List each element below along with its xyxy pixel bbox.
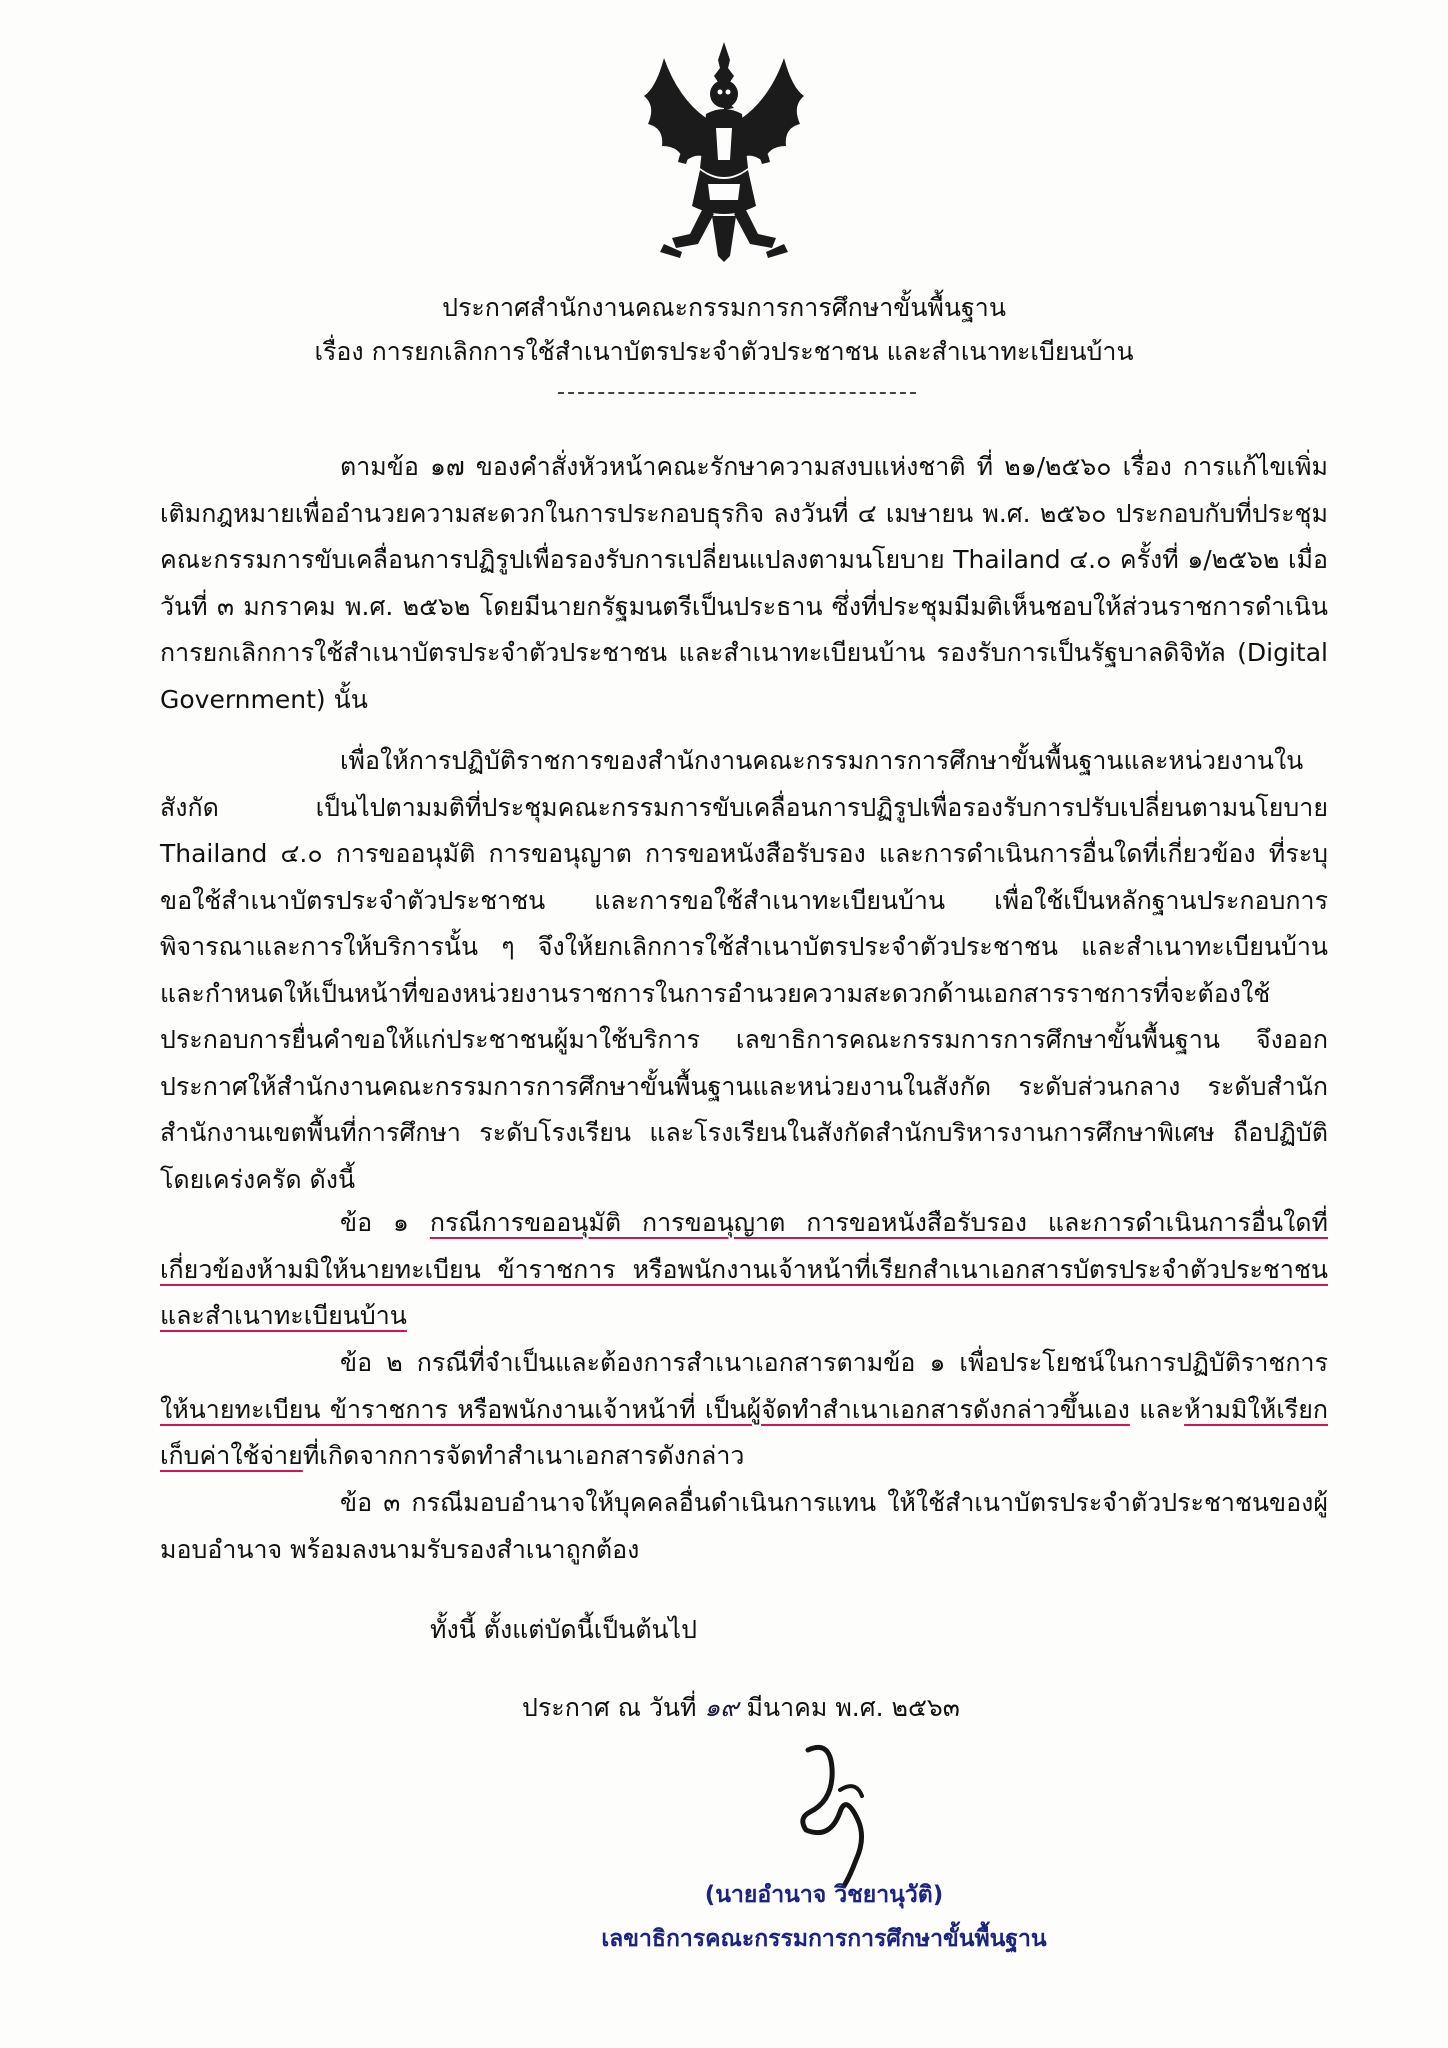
clause-3: ข้อ ๓ กรณีมอบอำนาจให้บุคคลอื่นดำเนินการแทน ให้ใช้สำเนาบัตรประจำตัวประชาชนของผู้มอบอำนาจ พร้อมลงนามรับรองสำเนาถูกต้อง (160, 1488, 1328, 1564)
paragraph-reference: ตามข้อ ๑๗ ของคำสั่งหัวหน้าคณะรักษาความสงบแห่งชาติ ที่ ๒๑/๒๕๖๐ เรื่อง การแก้ไขเพิ่มเติมกฎหมายเพื่ออำนวยความสะดวกในการประกอบธุรกิจ ลงวันที่ ๔ เมษายน พ.ศ. ๒๕๖๐ ประกอบกับที่ประชุมคณะกรรมการขับเคลื่อนการปฏิรูปเพื่อรองรับการเปลี่ยนแปลงตามนโยบาย Thailand ๔.๐ ครั้งที่ ๑/๒๕๖๒ เมื่อวันที่ ๓ มกราคม พ.ศ. ๒๕๖๒ โดยมีนายกรัฐมนตรีเป็นประธาน ซึ่งที่ประชุมมีมติเห็นชอบให้ส่วนราชการดำเนินการยกเลิกการใช้สำเนาบัตรประจำตัวประชาชน และสำเนาทะเบียนบ้าน รองรับการเป็นรัฐบาลดิจิทัล (Digital Government) นั้น (160, 452, 1328, 714)
garuda-emblem-icon (634, 38, 814, 264)
handwritten-signature (770, 1720, 910, 1890)
announce-suffix: มีนาคม พ.ศ. ๒๕๖๓ (738, 1693, 960, 1722)
paragraph-purpose: เพื่อให้การปฏิบัติราชการของสำนักงานคณะกรรมการการศึกษาขั้นพื้นฐานและหน่วยงานในสังกัด เป็นไปตามมติที่ประชุมคณะกรรมการขับเคลื่อนการปฏิรูปเพื่อรองรับการปรับเปลี่ยนตามนโยบาย Thailand ๔.๐ การขออนุมัติ การขอนุญาต การขอหนังสือรับรอง และการดำเนินการอื่นใดที่เกี่ยวข้อง ที่ระบุขอใช้สำเนาบัตรประจำตัวประชาชน และการขอใช้สำเนาทะเบียนบ้าน เพื่อใช้เป็นหลักฐานประกอบการพิจารณาและการให้บริการนั้น ๆ จึงให้ยกเลิกการใช้สำเนาบัตรประจำตัวประชาชน และสำเนาทะเบียนบ้าน และกำหนดให้เป็นหน้าที่ของหน่วยงานราชการในการอำนวยความสะดวกด้านเอกสารราชการที่จะต้องใช้ประกอบการยื่นคำขอให้แก่ประชาชนผู้มาใช้บริการ เลขาธิการคณะกรรมการการศึกษาขั้นพื้นฐาน จึงออกประกาศให้สำนักงานคณะกรรมการการศึกษาขั้นพื้นฐานและหน่วยงานในสังกัด ระดับส่วนกลาง ระดับสำนักสำนักงานเขตพื้นที่การศึกษา ระดับโรงเรียน และโรงเรียนในสังกัดสำนักบริหารงานการศึกษาพิเศษ ถือปฏิบัติโดยเคร่งครัด ดังนี้ (160, 746, 1328, 1194)
signer-position: เลขาธิการคณะกรรมการการศึกษาขั้นพื้นฐาน (601, 1926, 1047, 1952)
clause-2-part-e: ที่เกิดจากการจัดทำสำเนาเอกสารดังกล่าว (302, 1441, 745, 1470)
clause-2-part-c: และ (1129, 1394, 1185, 1424)
clause-2-part-a: ข้อ ๒ กรณีที่จำเป็นและต้องการสำเนาเอกสารตามข้อ ๑ เพื่อประโยชน์ในการปฏิบัติราชการ (340, 1348, 1328, 1377)
clause-2 (160, 1340, 1328, 1480)
announcement-title: ประกาศสำนักงานคณะกรรมการการศึกษาขั้นพื้นฐาน (442, 293, 1006, 322)
clause-2-underlined-fee: ห้ามมิให้เรียกเก็บค่าใช้จ่าย (160, 1394, 1328, 1470)
clause-1-underlined: กรณีการขออนุมัติ การขอนุญาต การขอหนังสือรับรอง และการดำเนินการอื่นใดที่เกี่ยวข้องห้ามมิให้นายทะเบียน ข้าราชการ หรือพนักงานเจ้าหน้าที่เรียกสำเนาเอกสารบัตรประจำตัวประชาชน และสำเนาทะเบียนบ้าน (160, 1208, 1328, 1330)
clause-1 (160, 1200, 1328, 1340)
clause-1-prefix: ข้อ ๑ (340, 1208, 430, 1237)
signer-name: (นายอำนาจ วิชยานุวัติ) (704, 1882, 944, 1908)
effective-statement: ทั้งนี้ ตั้งแต่บัดนี้เป็นต้นไป (430, 1615, 697, 1644)
announcement-subject: เรื่อง การยกเลิกการใช้สำเนาบัตรประจำตัวประชาชน และสำเนาทะเบียนบ้าน (314, 337, 1134, 366)
clause-2-underlined-duty: ให้นายทะเบียน ข้าราชการ หรือพนักงานเจ้าหน้าที่ เป็นผู้จัดทำสำเนาเอกสารดังกล่าวขึ้นเอง (160, 1394, 1130, 1424)
announce-prefix: ประกาศ ณ วันที่ (522, 1693, 705, 1722)
title-divider (558, 392, 916, 394)
announce-day: ๑๙ (704, 1693, 739, 1722)
